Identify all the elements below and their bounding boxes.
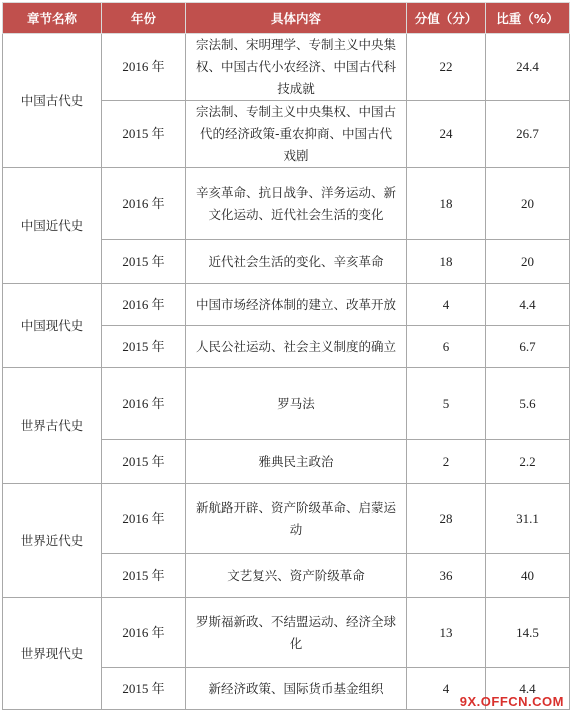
- content-cell: 罗马法: [186, 368, 407, 440]
- score-cell: 24: [407, 101, 486, 168]
- year-cell: 2015 年: [102, 240, 186, 284]
- year-cell: 2016 年: [102, 368, 186, 440]
- chapter-cell: 世界古代史: [3, 368, 102, 484]
- year-cell: 2015 年: [102, 668, 186, 710]
- content-cell: 宗法制、专制主义中央集权、中国古代的经济政策-重农抑商、中国古代戏剧: [186, 101, 407, 168]
- year-cell: 2015 年: [102, 326, 186, 368]
- score-cell: 18: [407, 168, 486, 240]
- table-row: [3, 168, 570, 240]
- header-content: 具体内容: [186, 3, 407, 34]
- chapter-cell: 中国近代史: [3, 168, 102, 284]
- table-row: [3, 368, 570, 440]
- content-cell: 人民公社运动、社会主义制度的确立: [186, 326, 407, 368]
- table-row: [3, 484, 570, 554]
- score-cell: 18: [407, 240, 486, 284]
- score-cell: 6: [407, 326, 486, 368]
- year-cell: 2015 年: [102, 101, 186, 168]
- pct-cell: 20: [486, 240, 570, 284]
- pct-cell: 5.6: [486, 368, 570, 440]
- pct-cell: 40: [486, 554, 570, 598]
- pct-cell: 4.4: [486, 284, 570, 326]
- pct-cell: 14.5: [486, 598, 570, 668]
- header-score: 分值（分）: [407, 3, 486, 34]
- score-cell: 4: [407, 284, 486, 326]
- header-year: 年份: [102, 3, 186, 34]
- header-pct: 比重（%）: [486, 3, 570, 34]
- year-cell: 2016 年: [102, 34, 186, 101]
- content-cell: 宗法制、宋明理学、专制主义中央集权、中国古代小农经济、中国古代科技成就: [186, 34, 407, 101]
- chapter-cell: 世界现代史: [3, 598, 102, 710]
- pct-cell: 4.4: [486, 668, 570, 710]
- site-watermark: 9X.OFFCN.COM: [459, 694, 564, 709]
- score-cell: 2: [407, 440, 486, 484]
- chapter-cell: 中国现代史: [3, 284, 102, 368]
- year-cell: 2015 年: [102, 554, 186, 598]
- content-cell: 新航路开辟、资产阶级革命、启蒙运动: [186, 484, 407, 554]
- year-cell: 2016 年: [102, 484, 186, 554]
- table-row: [3, 284, 570, 326]
- score-cell: 13: [407, 598, 486, 668]
- score-cell: 36: [407, 554, 486, 598]
- header-row: [3, 3, 570, 34]
- content-cell: 新经济政策、国际货币基金组织: [186, 668, 407, 710]
- pct-cell: 20: [486, 168, 570, 240]
- content-cell: 中国市场经济体制的建立、改革开放: [186, 284, 407, 326]
- table-row: [3, 598, 570, 668]
- content-cell: 罗斯福新政、不结盟运动、经济全球化: [186, 598, 407, 668]
- year-cell: 2016 年: [102, 284, 186, 326]
- pct-cell: 26.7: [486, 101, 570, 168]
- score-cell: 4: [407, 668, 486, 710]
- score-cell: 5: [407, 368, 486, 440]
- score-cell: 22: [407, 34, 486, 101]
- content-cell: 辛亥革命、抗日战争、洋务运动、新文化运动、近代社会生活的变化: [186, 168, 407, 240]
- content-cell: 雅典民主政治: [186, 440, 407, 484]
- year-cell: 2015 年: [102, 440, 186, 484]
- content-cell: 文艺复兴、资产阶级革命: [186, 554, 407, 598]
- pct-cell: 31.1: [486, 484, 570, 554]
- pct-cell: 6.7: [486, 326, 570, 368]
- content-cell: 近代社会生活的变化、辛亥革命: [186, 240, 407, 284]
- score-cell: 28: [407, 484, 486, 554]
- pct-cell: 2.2: [486, 440, 570, 484]
- year-cell: 2016 年: [102, 168, 186, 240]
- chapter-cell: 中国古代史: [3, 34, 102, 168]
- exam-score-table: [2, 2, 570, 710]
- pct-cell: 24.4: [486, 34, 570, 101]
- table-row: [3, 34, 570, 101]
- header-chapter: 章节名称: [3, 3, 102, 34]
- chapter-cell: 世界近代史: [3, 484, 102, 598]
- year-cell: 2016 年: [102, 598, 186, 668]
